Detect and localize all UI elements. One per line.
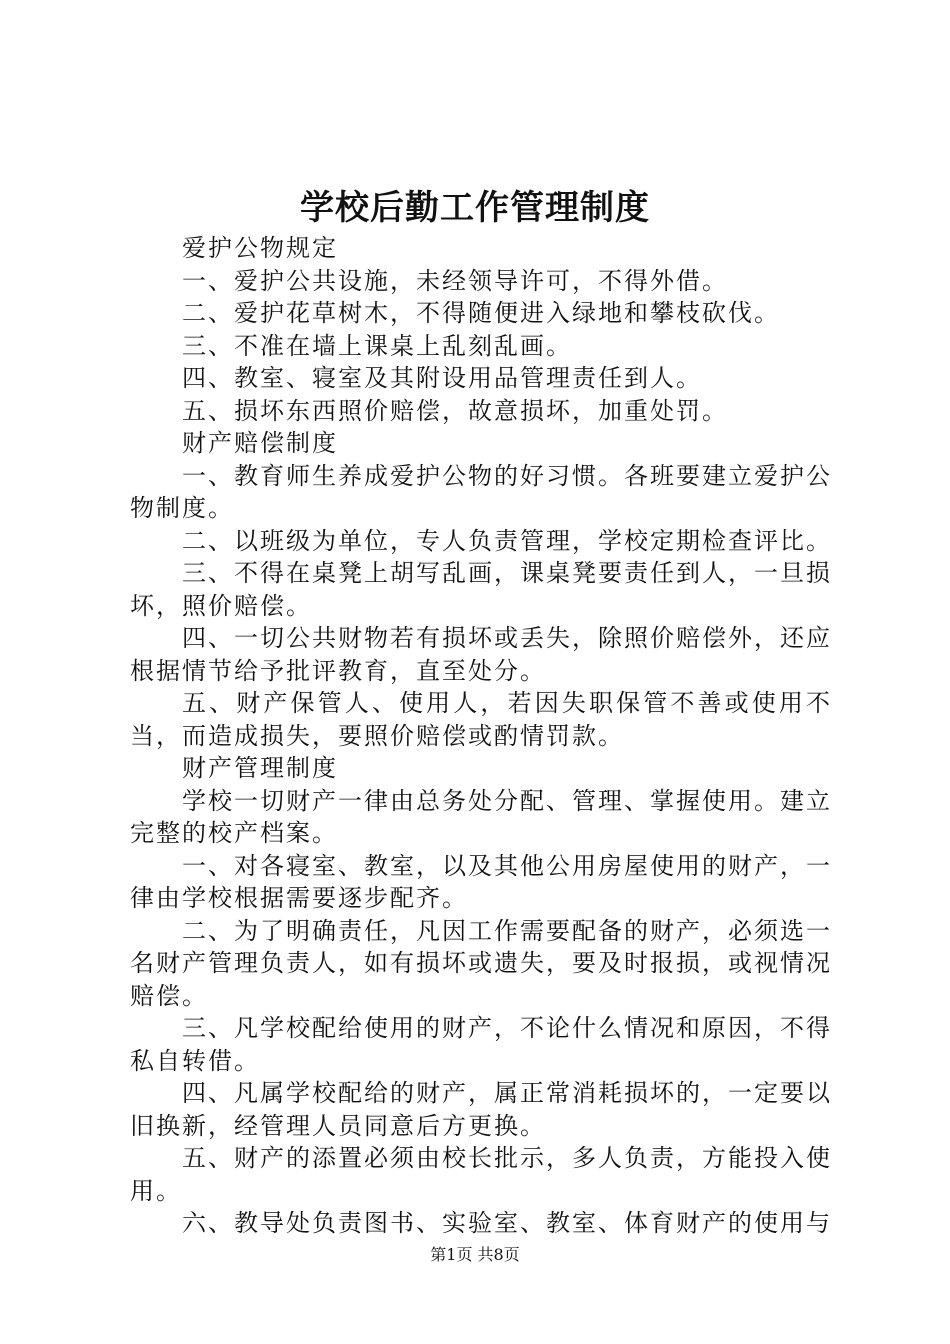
section-heading: 爱护公物规定 [182,234,338,262]
paragraph: 一、对各寝室、教室，以及其他公用房屋使用的财产，一律由学校根据需要逐步配齐。 [130,851,832,912]
section-heading: 财产赔偿制度 [182,429,338,457]
paragraph: 六、教导处负责图书、实验室、教室、体育财产的使用与 [182,1209,832,1237]
paragraph: 三、不得在桌凳上胡写乱画，课桌凳要责任到人，一旦损坏，照价赔偿。 [130,559,832,620]
paragraph: 学校一切财产一律由总务处分配、管理、掌握使用。建立完整的校产档案。 [130,786,832,847]
paragraph: 三、不准在墙上课桌上乱刻乱画。 [182,331,572,360]
paragraph: 四、教室、寝室及其附设用品管理责任到人。 [182,364,702,392]
paragraph: 四、凡属学校配给的财产，属正常消耗损坏的，一定要以旧换新，经管理人员同意后方更换。 [130,1079,832,1140]
paragraph: 二、为了明确责任，凡因工作需要配备的财产，必须选一名财产管理负责人，如有损坏或遗失，要及时报损，或视情况赔偿。 [130,916,832,1010]
paragraph: 一、教育师生养成爱护公物的好习惯。各班要建立爱护公物制度。 [130,461,832,522]
document-body [130,232,832,1240]
paragraph: 一、爱护公共设施，未经领导许可，不得外借。 [182,266,728,295]
section-heading: 财产管理制度 [182,754,338,782]
paragraph: 四、一切公共财物若有损坏或丢失，除照价赔偿外，还应根据情节给予批评教育，直至处分。 [130,624,832,685]
paragraph: 三、凡学校配给使用的财产，不论什么情况和原因，不得私自转借。 [130,1014,832,1075]
paragraph: 二、以班级为单位，专人负责管理，学校定期检查评比。 [182,526,832,555]
paragraph: 五、财产保管人、使用人，若因失职保管不善或使用不当，而造成损失，要照价赔偿或酌情罚款。 [130,689,832,750]
document-title: 学校后勤工作管理制度 [300,188,650,228]
paragraph: 二、爱护花草树木，不得随便进入绿地和攀枝砍伐。 [182,299,780,327]
paragraph: 五、损坏东西照价赔偿，故意损坏，加重处罚。 [182,396,728,425]
paragraph: 五、财产的添置必须由校长批示，多人负责，方能投入使用。 [130,1144,832,1205]
page-number-footer: 第1页 共8页 [430,1245,520,1264]
